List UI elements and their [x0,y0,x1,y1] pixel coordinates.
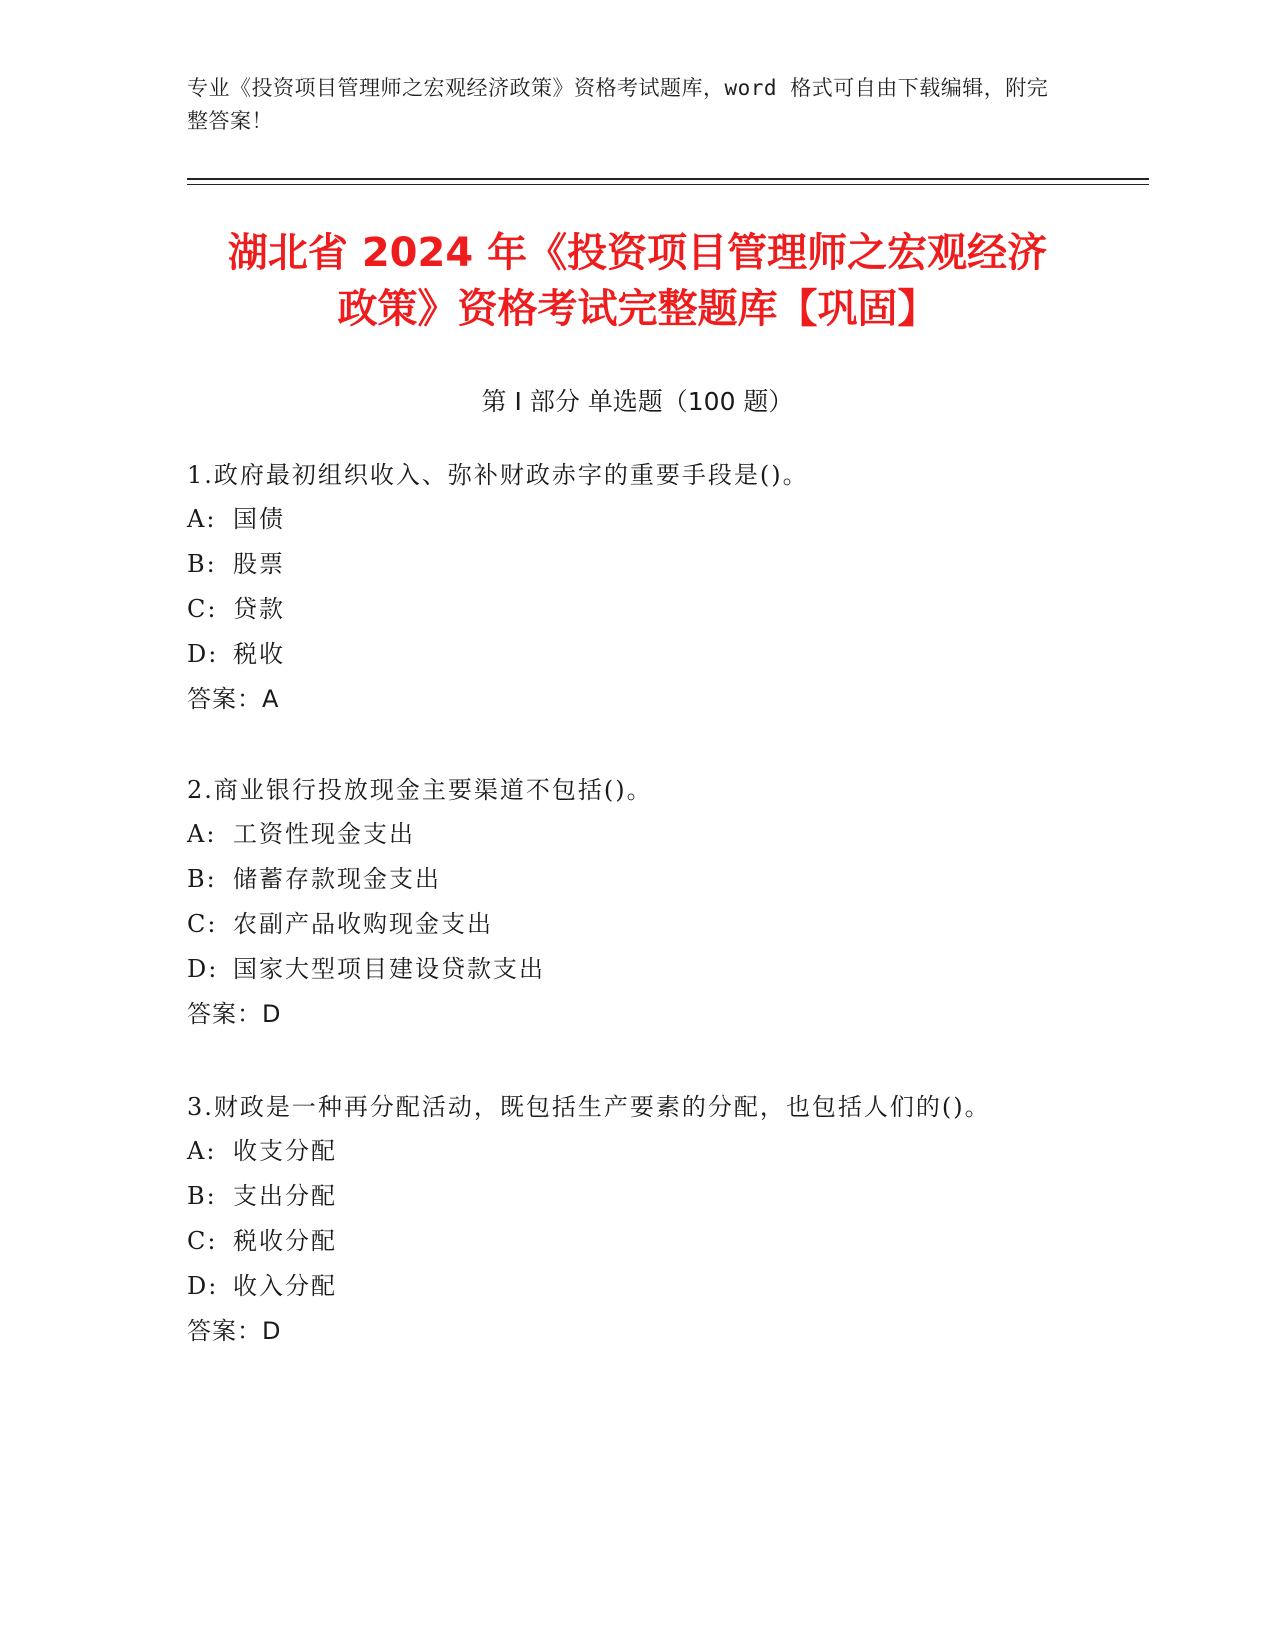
option-key: B: [187,550,217,578]
document-title [150,225,1125,337]
option-key: B: [187,865,217,893]
option-a [187,497,1087,542]
question-stem: 3.财政是一种再分配活动，既包括生产要素的分配，也包括人们的()。 [187,1093,991,1121]
header-rule-thin [187,184,1149,185]
option-d [187,947,1087,992]
question-stem: 1.政府最初组织收入、弥补财政赤字的重要手段是()。 [187,461,809,489]
question-3 [187,1085,1087,1353]
answer-value: A [262,685,280,713]
option-c [187,587,1087,632]
option-a [187,812,1087,857]
header-note: 专业《投资项目管理师之宏观经济政策》资格考试题库，word 格式可自由下载编辑，附完整答案！ [187,76,1049,133]
option-text: 工资性现金支出 [233,820,415,848]
option-text: 股票 [233,550,285,578]
option-key: A: [187,505,217,533]
option-d [187,1264,1087,1309]
option-key: A: [187,820,217,848]
option-c [187,902,1087,947]
option-key: D: [187,1272,219,1300]
option-key: C: [187,910,218,938]
option-b [187,1174,1087,1219]
option-d [187,632,1087,677]
option-a [187,1129,1087,1174]
section-title: 第 I 部分 单选题（100 题） [481,387,794,416]
option-text: 税收 [233,640,285,668]
answer-label: 答案： [187,1317,262,1345]
question-1 [187,453,1087,721]
option-text: 农副产品收购现金支出 [233,910,493,938]
answer-label: 答案： [187,685,262,713]
option-c [187,1219,1087,1264]
option-text: 国债 [233,505,285,533]
answer-value: D [262,1317,282,1345]
option-key: D: [187,955,219,983]
answer-line [187,1309,1087,1353]
option-text: 税收分配 [233,1227,337,1255]
document-title-line-1: 湖北省 2024 年《投资项目管理师之宏观经济 [227,230,1048,276]
option-key: C: [187,1227,218,1255]
document-title-line-2: 政策》资格考试完整题库【巩固】 [337,286,938,332]
option-key: A: [187,1137,217,1165]
option-key: C: [187,595,218,623]
header-rule-thick [187,178,1149,180]
answer-line [187,992,1087,1036]
question-2 [187,768,1087,1036]
option-b [187,857,1087,902]
question-stem: 2.商业银行投放现金主要渠道不包括()。 [187,776,653,804]
option-b [187,542,1087,587]
option-key: D: [187,640,219,668]
answer-value: D [262,1000,282,1028]
option-key: B: [187,1182,217,1210]
option-text: 收入分配 [233,1272,337,1300]
option-text: 贷款 [233,595,285,623]
option-text: 国家大型项目建设贷款支出 [233,955,545,983]
answer-label: 答案： [187,1000,262,1028]
answer-line [187,677,1087,721]
option-text: 收支分配 [233,1137,337,1165]
option-text: 储蓄存款现金支出 [233,865,441,893]
option-text: 支出分配 [233,1182,337,1210]
